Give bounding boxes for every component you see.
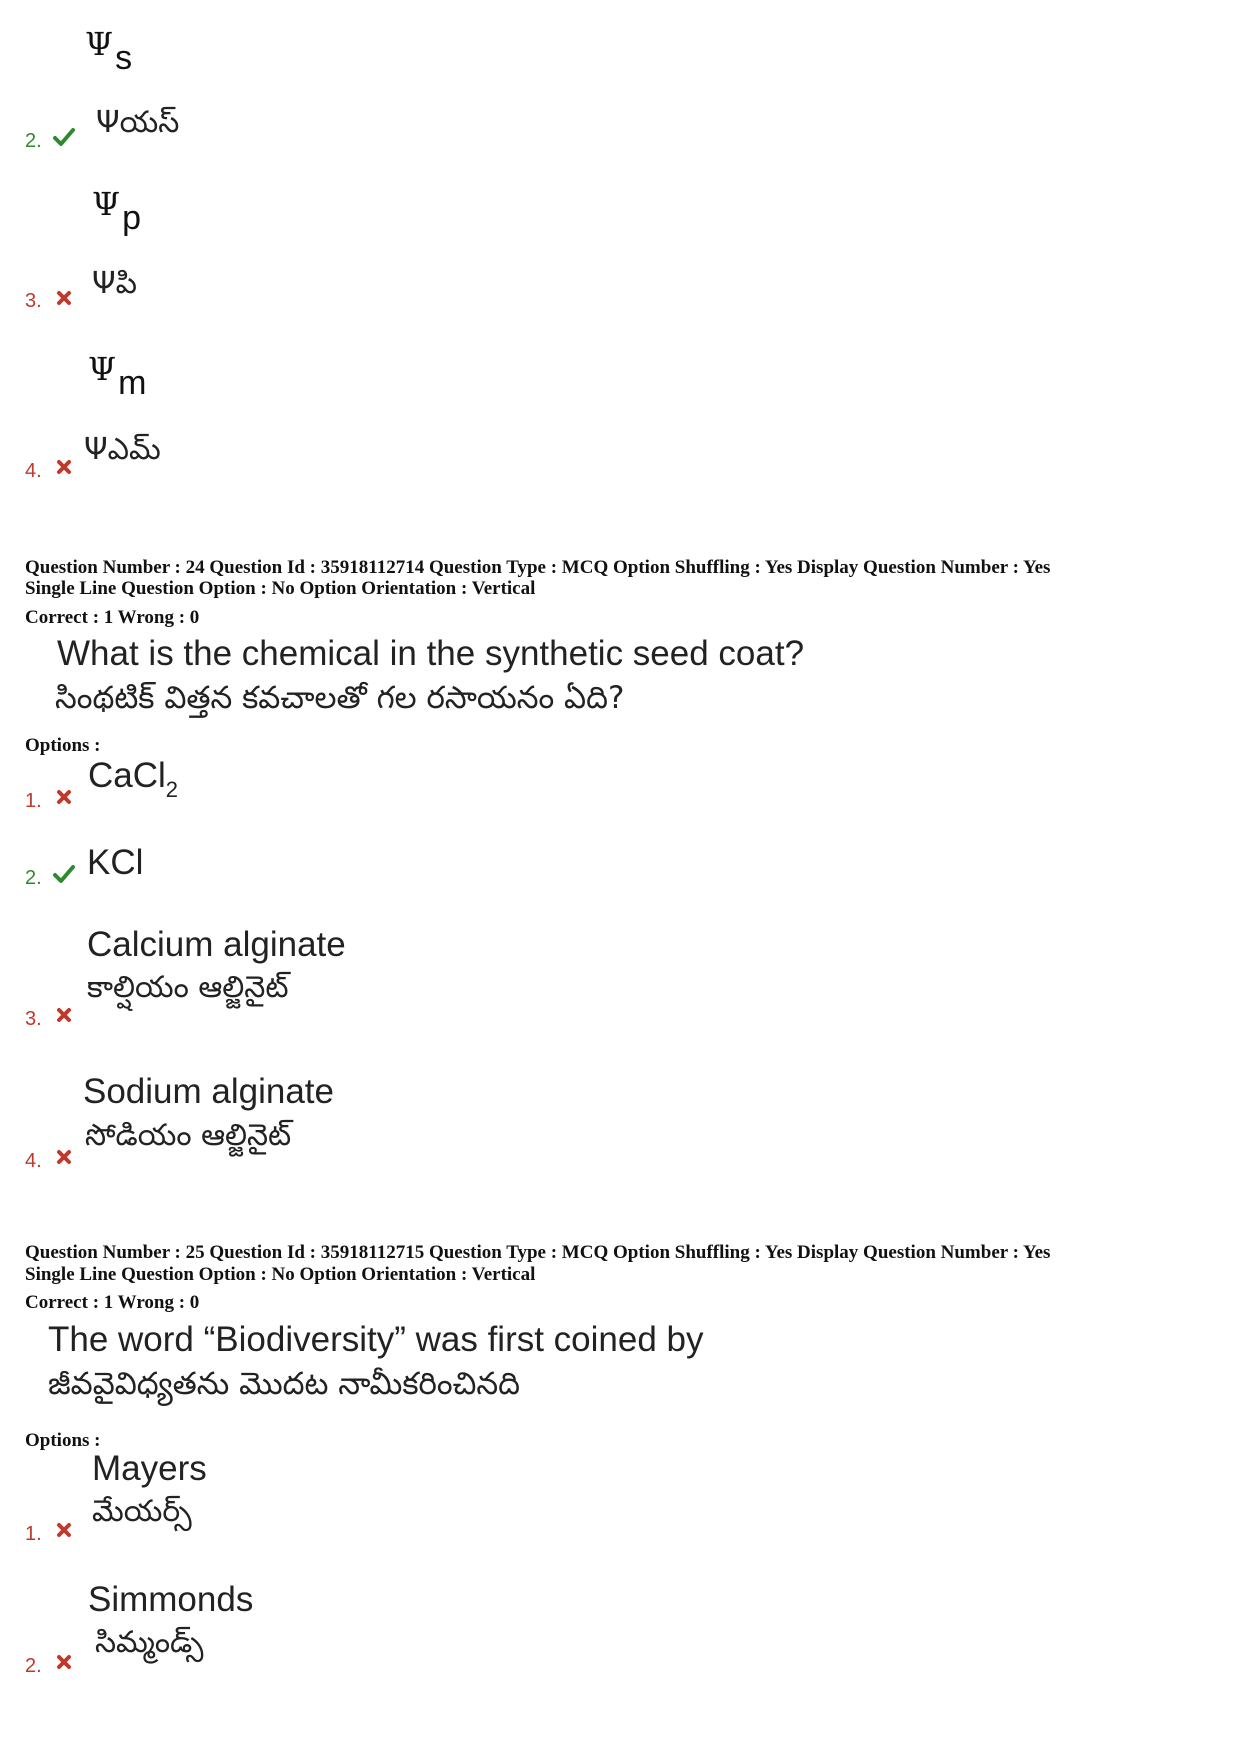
cross-icon [52, 456, 76, 478]
psi-symbol: Ψ [85, 25, 114, 63]
question-meta-options: Single Line Question Option : No Option Orientation : Vertical [25, 1264, 536, 1285]
question-meta: Question Number : 25 Question Id : 35918112715 Question Type : MCQ Option Shuffling : Yes Display Question Number : Yes [25, 1242, 1051, 1263]
option-subscript: 2 [165, 777, 179, 802]
option-number: 4. [25, 460, 42, 482]
option-telugu-text: Ψయస్ [96, 105, 180, 140]
cross-icon [52, 1651, 76, 1673]
question-text-english: The word “Biodiversity” was first coined by [48, 1320, 704, 1359]
question-text-telugu: సింథటిక్ విత్తన కవచాలతో గల రసాయనం ఏది? [55, 680, 625, 716]
question-text-telugu: జీవవైవిధ్యతను మొదట నామీకరించినది [48, 1366, 521, 1402]
question-marks: Correct : 1 Wrong : 0 [25, 1292, 200, 1313]
options-label: Options : [25, 735, 101, 756]
option-symbol [92, 185, 141, 237]
option-telugu-text: సిమ్మండ్స్ [95, 1625, 204, 1660]
option-number: 1. [25, 790, 42, 812]
options-label: Options : [25, 1430, 101, 1451]
option-telugu-text: మేయర్స్ [92, 1494, 192, 1529]
option-telugu-text: సోడియం ఆల్జినైట్ [85, 1118, 292, 1153]
question-marks: Correct : 1 Wrong : 0 [25, 607, 200, 628]
psi-subscript: p [122, 199, 141, 237]
option-text: Calcium alginate [87, 925, 346, 964]
cross-icon [52, 287, 76, 309]
option-telugu-text: Ψఎమ్ [84, 432, 161, 467]
question-meta: Question Number : 24 Question Id : 35918112714 Question Type : MCQ Option Shuffling : Yes Display Question Number : Yes [25, 557, 1051, 578]
psi-symbol: Ψ [92, 185, 121, 223]
option-symbol [88, 350, 147, 402]
option-number: 2. [25, 130, 42, 152]
option-number: 4. [25, 1150, 42, 1172]
option-number: 1. [25, 1523, 42, 1545]
cross-icon [52, 1519, 76, 1541]
option-text: Mayers [92, 1449, 207, 1488]
option-text: KCl [87, 843, 144, 882]
psi-subscript: s [115, 39, 133, 77]
check-icon [52, 126, 76, 148]
option-telugu-text: కాల్షియం ఆల్జినైట్ [87, 970, 289, 1005]
option-symbol [85, 25, 133, 77]
check-icon [52, 863, 76, 885]
question-meta-options: Single Line Question Option : No Option Orientation : Vertical [25, 578, 536, 599]
psi-subscript: m [118, 364, 147, 402]
option-text: Sodium alginate [83, 1072, 334, 1111]
cross-icon [52, 1004, 76, 1026]
cross-icon [52, 1146, 76, 1168]
cross-icon [52, 786, 76, 808]
option-number: 2. [25, 867, 42, 889]
option-number: 3. [25, 290, 42, 312]
option-text: Simmonds [88, 1580, 254, 1619]
option-formula: CaCl [88, 756, 166, 795]
option-number: 2. [25, 1655, 42, 1677]
option-telugu-text: Ψపి [92, 266, 137, 301]
option-text [88, 756, 178, 800]
option-number: 3. [25, 1008, 42, 1030]
question-text-english: What is the chemical in the synthetic seed coat? [57, 634, 805, 673]
psi-symbol: Ψ [88, 350, 117, 388]
